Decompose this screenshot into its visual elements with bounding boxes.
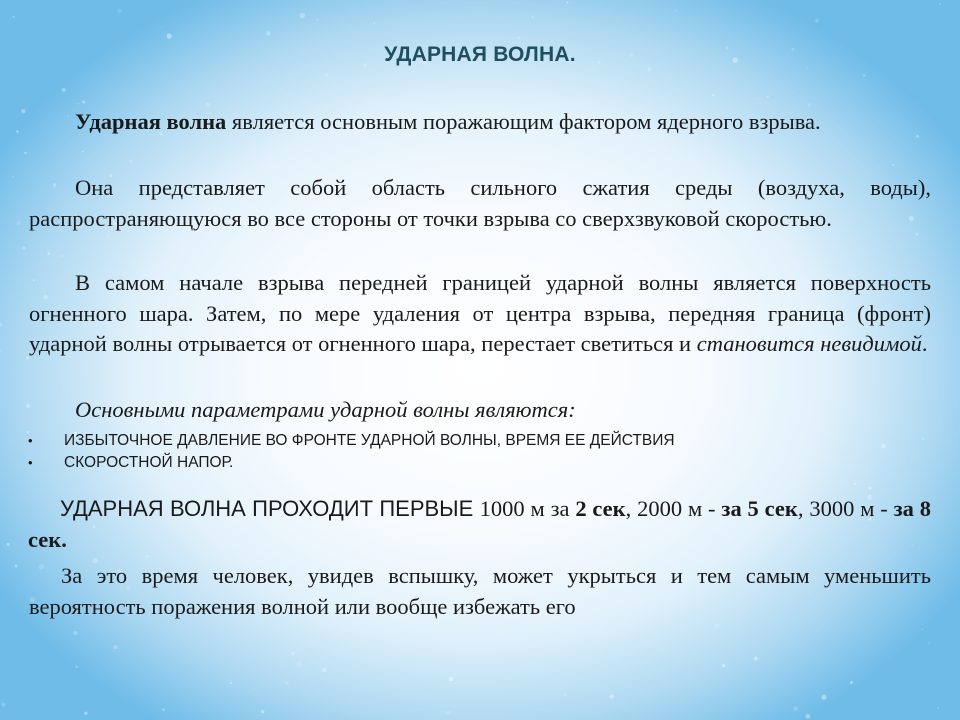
list-item — [28, 452, 928, 474]
paragraph-timing — [28, 494, 931, 555]
paragraph-description: Она представляет собой область сильного сжатия среды (воздуха, воды), распространяющуюся во все стороны от точки взрыва со сверхзвуковой скоростью. — [29, 175, 931, 231]
paragraph-front — [29, 268, 931, 360]
slide-title: УДАРНАЯ ВОЛНА. — [384, 43, 576, 66]
list-item-text: ИЗБЫТОЧНОЕ ДАВЛЕНИЕ ВО ФРОНТЕ УДАРНОЙ ВОЛНЫ, ВРЕМЯ ЕЕ ДЕЙСТВИЯ — [64, 432, 675, 449]
parameters-list — [28, 430, 928, 474]
timing-time-1: 2 сек — [575, 496, 626, 521]
front-italic-end: становится невидимой — [696, 331, 922, 356]
definition-text: является основным поражающим фактором ядерного взрыва. — [226, 109, 821, 134]
timing-distance-1: 1000 м за — [479, 496, 576, 521]
paragraph-definition — [29, 107, 931, 138]
front-text: В самом начале взрыва передней границей ударной волны является поверхность огненного шара. Затем, по мере удаления от центра взрыва, передняя граница (фронт) ударной волны отрывается от огненного шара, перестает светиться и — [29, 270, 931, 356]
term-shock-wave: Ударная волна — [75, 109, 227, 134]
timing-sep-2: , — [797, 496, 810, 521]
timing-time-2: за 5 сек — [721, 496, 798, 521]
timing-distance-2: 2000 м - — [637, 496, 722, 521]
timing-time-3: за 8 сек. — [28, 496, 932, 552]
list-item — [28, 430, 928, 452]
bullet-icon: • — [28, 455, 33, 470]
front-tail: . — [921, 331, 928, 356]
paragraph-conclusion: За это время человек, увидев вспышку, может укрыться и тем самым уменьшить вероятность поражения волной или вообще избежать его — [29, 563, 931, 619]
bullet-icon: • — [28, 433, 33, 448]
timing-distance-3: 3000 м - — [809, 496, 894, 521]
timing-lead: УДАРНАЯ ВОЛНА ПРОХОДИТ ПЕРВЫЕ — [60, 496, 480, 521]
parameters-heading: Основными параметрами ударной волны являются: — [75, 397, 576, 422]
timing-sep-1: , — [625, 496, 638, 521]
list-item-text: СКОРОСТНОЙ НАПОР. — [64, 454, 234, 471]
